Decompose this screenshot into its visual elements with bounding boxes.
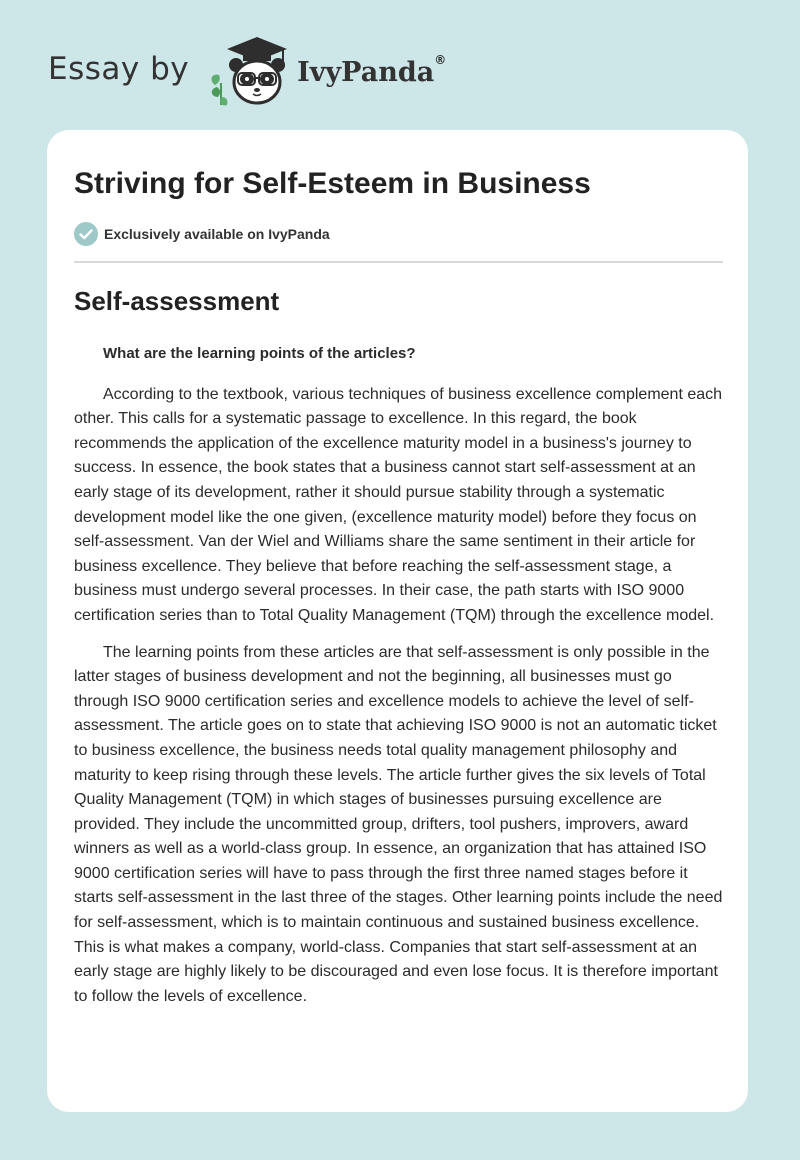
exclusive-badge — [74, 222, 330, 246]
check-circle-icon — [74, 222, 98, 246]
panda-logo-icon[interactable] — [203, 35, 293, 109]
registered-mark: ® — [434, 53, 447, 67]
paragraph: The learning points from these articles are that self-assessment is only possible in the latter stages of business development and not the beginning, all businesses must go through ISO 9000 certification series and excellence models to achieve the level of self-assessment. The article goes on to state that achieving ISO 9000 is not an automatic ticket to business excellence, the business needs total quality management philosophy and maturity to keep rising through these levels. The article further gives the six levels of Total Quality Management (TQM) in which stages of businesses pursuing excellence are provided. They include the uncommitted group, drifters, tool pushers, improvers, award winners as well as a world-class group. In essence, an organization that has attained ISO 9000 certification series will have to pass through the first three named stages before it starts self-assessment in the last three of the stages. Other learning points include the need for self-assessment, which is to maintain continuous and sustained business excellence. This is what makes a company, world-class. Companies that start self-assessment at an early stage are highly likely to be discouraged and even lose focus. It is therefore important to follow the levels of excellence. — [74, 643, 723, 1005]
title-divider — [74, 261, 723, 263]
site-header — [48, 36, 446, 108]
question-text: What are the learning points of the articles? — [103, 345, 416, 362]
exclusive-badge-text: Exclusively available on IvyPanda — [104, 226, 330, 242]
essay-body — [74, 342, 729, 1021]
essay-by-label: Essay by — [48, 50, 190, 87]
essay-title: Striving for Self-Esteem in Business — [74, 167, 591, 200]
section-heading: Self-assessment — [74, 286, 280, 316]
paragraph: According to the textbook, various techniques of business excellence complement each other. This calls for a systematic passage to excellence. In this regard, the book recommends the application of the excellence maturity model in a business's journey to success. In essence, the book states that a business cannot start self-assessment at an early stage of its development, rather it should pursue stability through a systematic development model like the one given, (excellence maturity model) before they focus on self-assessment. Van der Wiel and Williams share the same sentiment in their article for business excellence. They believe that before reaching the self-assessment stage, a business must undergo several processes. In their case, the path starts with ISO 9000 certification series than to Total Quality Management (TQM) through the excellence model. — [74, 385, 723, 624]
brand-name[interactable]: IvyPanda — [297, 56, 435, 88]
essay-card — [47, 130, 748, 1112]
